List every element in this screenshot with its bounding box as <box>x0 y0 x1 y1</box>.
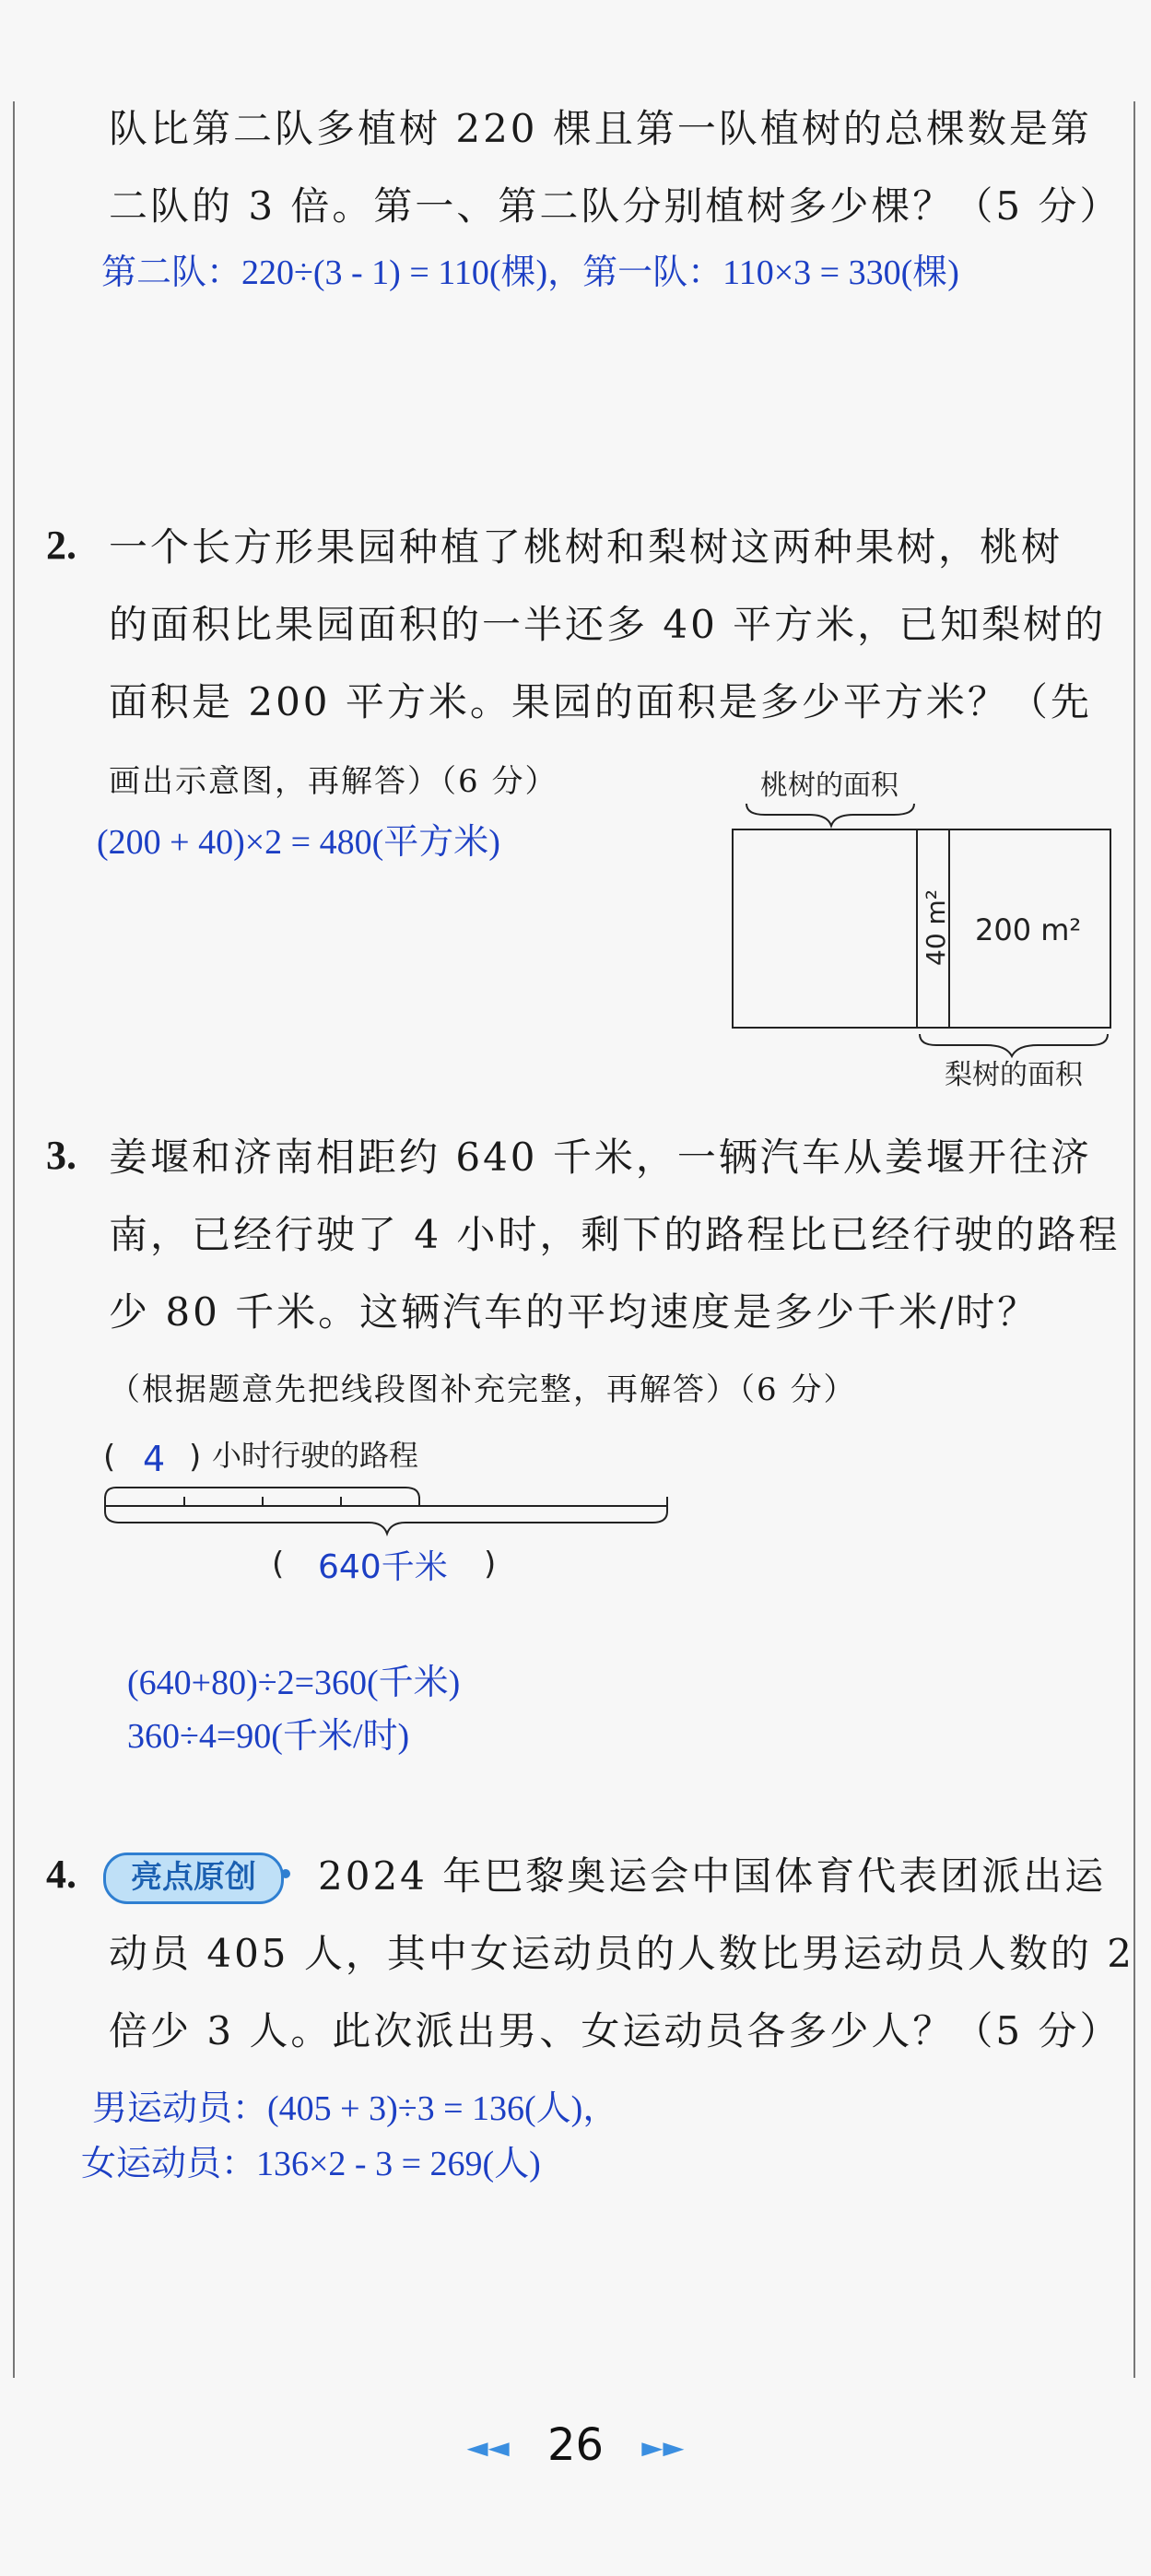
q3-text-line1: 姜堰和济南相距约 640 千米，一辆汽车从姜堰开往济 <box>109 1135 1092 1180</box>
total-brace <box>105 1511 667 1534</box>
q2-text-line2: 的面积比果园面积的一半还多 40 平方米，已知梨树的 <box>109 602 1107 647</box>
q2-text-line3: 面积是 200 平方米。果园的面积是多少平方米？（先 <box>109 679 1092 724</box>
q3-answer-line2: 360÷4=90(千米/时) <box>127 1717 410 1756</box>
q3-answer-line1: (640+80)÷2=360(千米) <box>127 1664 461 1702</box>
q1-text-line2: 二队的 3 倍。第一、第二队分别植树多少棵？（5 分） <box>109 183 1122 229</box>
previous-page-icon[interactable]: ◄◄ <box>466 2431 510 2464</box>
total-close-paren: ) <box>484 1546 497 1582</box>
total-distance-value: 640千米 <box>318 1548 448 1586</box>
pear-brace <box>920 1034 1108 1056</box>
distance-line-diagram <box>92 1419 700 1604</box>
q1-answer: 第二队：220÷(3 - 1) = 110(棵)，第一队：110×3 = 330(棵) <box>101 253 959 292</box>
left-margin-line <box>13 101 15 2378</box>
q3-text-line3: 少 80 千米。这辆汽车的平均速度是多少千米/时？ <box>109 1289 1039 1335</box>
pear-area-value: 200 m² <box>975 912 1082 947</box>
q4-number: 4. <box>46 1852 76 1897</box>
q2-text-line4: 画出示意图，再解答）（6 分） <box>109 763 558 800</box>
original-highlight-badge: 亮点原创 <box>103 1853 284 1904</box>
next-page-icon[interactable]: ►► <box>641 2431 685 2464</box>
q4-text-line3: 倍少 3 人。此次派出男、女运动员各多少人？（5 分） <box>109 2008 1122 2053</box>
hours-value: 4 <box>143 1439 166 1479</box>
pear-area-label: 梨树的面积 <box>945 1059 1083 1088</box>
q1-text-line1: 队比第二队多植树 220 棵且第一队植树的总棵数是第 <box>109 106 1092 151</box>
hours-distance-label: 小时行驶的路程 <box>212 1438 419 1473</box>
peach-brace <box>746 804 914 826</box>
strip-area-label: 40 m² <box>921 888 951 966</box>
q3-number: 3. <box>46 1133 76 1178</box>
q4-answer-line2: 女运动员：136×2 - 3 = 269(人) <box>81 2145 541 2183</box>
q2-text-line1: 一个长方形果园种植了桃树和梨树这两种果树，桃树 <box>109 524 1063 570</box>
q3-text-line4: （根据题意先把线段图补充完整，再解答）（6 分） <box>109 1371 857 1408</box>
q2-number: 2. <box>46 523 76 568</box>
q4-answer-line1: 男运动员：(405 + 3)÷3 = 136(人)， <box>92 2089 618 2128</box>
hours-open-paren: ( <box>103 1439 116 1476</box>
q3-text-line2: 南，已经行驶了 4 小时，剩下的路程比已经行驶的路程 <box>109 1212 1121 1257</box>
peach-area-label: 桃树的面积 <box>760 770 898 802</box>
q2-answer: (200 + 40)×2 = 480(平方米) <box>97 823 500 862</box>
page-navigation <box>0 2419 1151 2471</box>
q4-text-line1: 2024 年巴黎奥运会中国体育代表团派出运 <box>318 1853 1107 1899</box>
page-number: 26 <box>546 2419 605 2471</box>
right-margin-line <box>1133 101 1135 2378</box>
orchard-diagram <box>710 756 1124 1088</box>
badge-dot-icon <box>281 1869 290 1878</box>
hours-close-paren: ) <box>189 1439 202 1476</box>
total-open-paren: ( <box>272 1546 285 1582</box>
q4-text-line2: 动员 405 人，其中女运动员的人数比男运动员人数的 2 <box>109 1931 1134 1976</box>
